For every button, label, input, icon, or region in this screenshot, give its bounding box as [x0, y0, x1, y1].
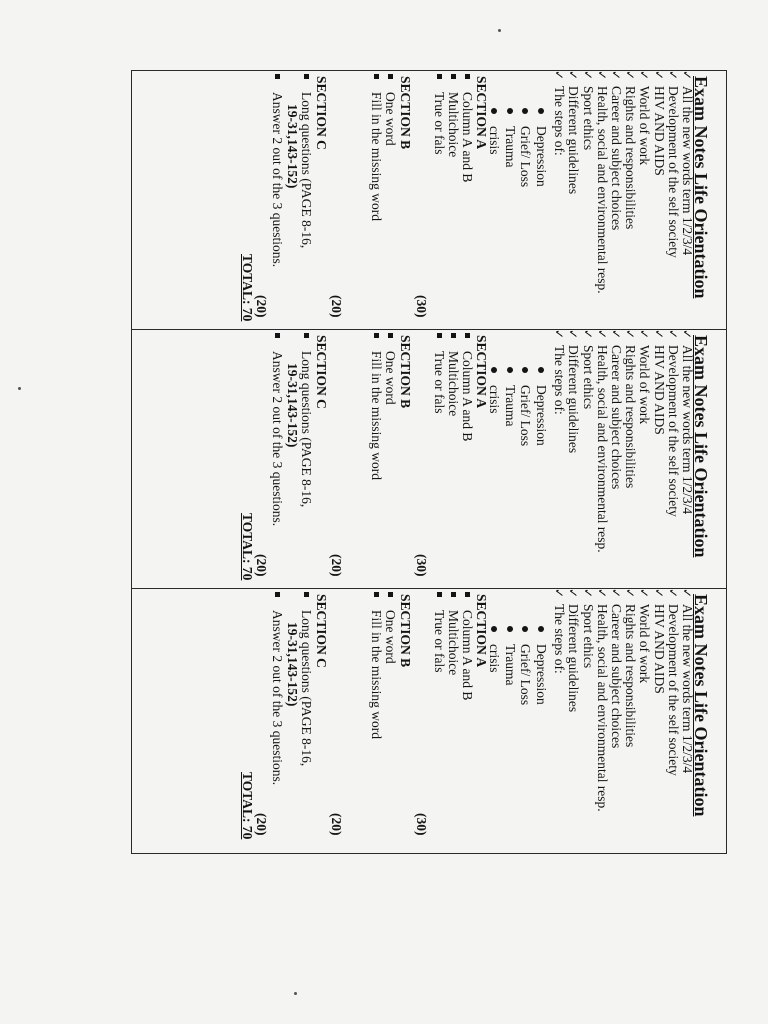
topic-item: Different guidelines	[566, 604, 582, 713]
round-bullet-icon	[492, 626, 498, 632]
section-a-title: SECTION A	[474, 594, 489, 668]
checkmark-icon: ✓	[651, 70, 666, 81]
card-title: Exam Notes Life Orientation	[691, 335, 711, 558]
topic-item: Career and subject choices	[609, 345, 624, 490]
topic-item: Rights and responsibilities	[623, 345, 639, 489]
square-bullet-icon	[437, 333, 442, 338]
square-bullet-icon	[374, 592, 379, 597]
checkmark-icon: ✓	[680, 588, 694, 599]
step-item: Trauma	[503, 126, 518, 168]
topic-item: Development of the self society	[665, 86, 681, 258]
checkmark-icon: ✓	[552, 70, 567, 81]
checkmark-icon: ✓	[637, 329, 652, 340]
section-b-item: Fill in the missing word	[368, 92, 384, 222]
topic-item: HIV AND AIDS	[651, 86, 667, 176]
section-c-answer: Answer 2 out of the 3 questions.	[270, 610, 285, 786]
section-b-marks: (20)	[329, 554, 344, 577]
square-bullet-icon	[374, 333, 379, 338]
square-bullet-icon	[388, 333, 393, 338]
round-bullet-icon	[507, 367, 513, 373]
checkmark-icon: ✓	[594, 588, 609, 599]
section-c-answer: Answer 2 out of the 3 questions.	[270, 351, 285, 527]
checkmark-icon: ✓	[580, 70, 595, 81]
exam-notes-card	[131, 588, 727, 852]
section-b-item: One word	[383, 351, 398, 405]
round-bullet-icon	[523, 367, 529, 373]
section-c-page-range: 19-31,143-152)	[285, 104, 300, 189]
section-b-title: SECTION B	[398, 335, 413, 409]
section-b-marks: (20)	[329, 813, 344, 836]
section-b-item: One word	[383, 92, 398, 146]
section-c-question-line	[299, 92, 313, 248]
section-a-item: True or fals	[431, 610, 447, 673]
exam-notes-card	[131, 70, 727, 334]
step-item: Depression	[534, 126, 549, 187]
section-c-marks: (20)	[254, 554, 269, 577]
section-b-title: SECTION B	[398, 594, 413, 668]
card-title: Exam Notes Life Orientation	[691, 76, 711, 299]
checkmark-icon: ✓	[566, 329, 581, 340]
topic-item: HIV AND AIDS	[651, 604, 667, 694]
square-bullet-icon	[465, 333, 470, 338]
topic-item: Different guidelines	[566, 345, 582, 454]
topic-item: Health, social and environmental resp.	[594, 345, 610, 553]
square-bullet-icon	[275, 333, 280, 338]
round-bullet-icon	[523, 626, 529, 632]
section-c-question-line	[299, 351, 313, 507]
topic-item: All the new words term 1/2/3/4	[680, 604, 695, 774]
section-c-page-range: 19-31,143-152)	[285, 622, 300, 707]
step-item: Grief/ Loss	[518, 126, 534, 188]
topic-item: All the new words term 1/2/3/4	[680, 345, 695, 515]
topic-item: Rights and responsibilities	[623, 604, 639, 748]
square-bullet-icon	[304, 74, 309, 79]
section-a-item: Multichoice	[445, 351, 461, 417]
square-bullet-icon	[388, 592, 393, 597]
section-a-item: True or fals	[431, 351, 447, 414]
scan-speck	[294, 992, 297, 995]
topic-item: Health, social and environmental resp.	[594, 86, 610, 294]
section-b-item: Fill in the missing word	[368, 351, 384, 481]
checkmark-icon: ✓	[580, 329, 595, 340]
round-bullet-icon	[538, 367, 544, 373]
square-bullet-icon	[465, 74, 470, 79]
section-a-item: Multichoice	[445, 610, 461, 676]
square-bullet-icon	[388, 74, 393, 79]
checkmark-icon: ✓	[623, 70, 638, 81]
square-bullet-icon	[275, 592, 280, 597]
section-b-item: One word	[383, 610, 398, 664]
section-c-marks: (20)	[254, 813, 269, 836]
section-a-marks: (30)	[414, 813, 429, 836]
square-bullet-icon	[437, 74, 442, 79]
square-bullet-icon	[304, 333, 309, 338]
checkmark-icon: ✓	[566, 70, 581, 81]
topic-item: Sport ethics	[580, 345, 596, 410]
checkmark-icon: ✓	[680, 329, 694, 340]
round-bullet-icon	[523, 108, 529, 114]
topic-item: Development of the self society	[665, 604, 681, 776]
checkmark-icon: ✓	[609, 329, 623, 340]
square-bullet-icon	[304, 592, 309, 597]
checkmark-icon: ✓	[651, 588, 666, 599]
topic-item: World of work	[637, 345, 653, 425]
total-marks: TOTAL: 70	[240, 254, 255, 322]
checkmark-icon: ✓	[594, 329, 609, 340]
section-b-marks: (20)	[329, 295, 344, 318]
checkmark-icon: ✓	[609, 70, 623, 81]
section-a-item: Multichoice	[445, 92, 461, 158]
round-bullet-icon	[492, 108, 498, 114]
step-item: crisis	[487, 126, 503, 155]
section-c-answer: Answer 2 out of the 3 questions.	[270, 92, 285, 268]
checkmark-icon: ✓	[637, 70, 652, 81]
square-bullet-icon	[451, 592, 456, 597]
section-a-item: True or fals	[431, 92, 447, 155]
card-title: Exam Notes Life Orientation	[691, 594, 711, 817]
topic-item: Different guidelines	[566, 86, 582, 195]
topic-item: Health, social and environmental resp.	[594, 604, 610, 812]
topic-item: Development of the self society	[665, 345, 681, 517]
round-bullet-icon	[538, 626, 544, 632]
topic-item: World of work	[637, 86, 653, 166]
topic-item: HIV AND AIDS	[651, 345, 667, 435]
topic-item: Career and subject choices	[609, 604, 624, 749]
section-b-title: SECTION B	[398, 76, 413, 150]
checkmark-icon: ✓	[552, 329, 567, 340]
topic-item: Sport ethics	[580, 86, 596, 151]
section-a-title: SECTION A	[474, 76, 489, 150]
checkmark-icon: ✓	[623, 588, 638, 599]
section-a-marks: (30)	[414, 295, 429, 318]
section-a-item: Column A and B	[460, 351, 475, 442]
section-c-title: SECTION C	[314, 335, 329, 409]
round-bullet-icon	[538, 108, 544, 114]
step-item: Depression	[534, 644, 549, 705]
topic-item: The steps of:	[552, 86, 568, 156]
section-c-marks: (20)	[254, 295, 269, 318]
topic-item: All the new words term 1/2/3/4	[680, 86, 695, 256]
section-a-marks: (30)	[414, 554, 429, 577]
topic-item: The steps of:	[552, 604, 568, 674]
topic-item: World of work	[637, 604, 653, 684]
step-item: Depression	[534, 385, 549, 446]
square-bullet-icon	[465, 592, 470, 597]
step-item: Grief/ Loss	[518, 644, 534, 706]
checkmark-icon: ✓	[609, 588, 623, 599]
section-c-question-text: Long questions (PAGE 8-16,	[299, 351, 314, 508]
total-marks: TOTAL: 70	[240, 513, 255, 581]
step-item: Trauma	[503, 385, 518, 427]
checkmark-icon: ✓	[623, 329, 638, 340]
section-c-title: SECTION C	[314, 594, 329, 668]
checkmark-icon: ✓	[651, 329, 666, 340]
checkmark-icon: ✓	[552, 588, 567, 599]
checkmark-icon: ✓	[665, 588, 680, 599]
total-marks: TOTAL: 70	[240, 772, 255, 840]
topic-item: Career and subject choices	[609, 86, 624, 231]
topic-item: Sport ethics	[580, 604, 596, 669]
round-bullet-icon	[507, 626, 513, 632]
section-c-page-range: 19-31,143-152)	[285, 363, 300, 448]
section-b-item: Fill in the missing word	[368, 610, 384, 740]
step-item: Grief/ Loss	[518, 385, 534, 447]
scan-speck	[18, 387, 21, 390]
square-bullet-icon	[437, 592, 442, 597]
checkmark-icon: ✓	[580, 588, 595, 599]
section-c-question-text: Long questions (PAGE 8-16,	[299, 92, 314, 249]
scan-speck	[498, 29, 501, 32]
square-bullet-icon	[451, 333, 456, 338]
checkmark-icon: ✓	[566, 588, 581, 599]
checkmark-icon: ✓	[665, 70, 680, 81]
topic-item: The steps of:	[552, 345, 568, 415]
checkmark-icon: ✓	[680, 70, 694, 81]
checkmark-icon: ✓	[665, 329, 680, 340]
section-a-item: Column A and B	[460, 610, 475, 701]
section-a-item: Column A and B	[460, 92, 475, 183]
section-c-title: SECTION C	[314, 76, 329, 150]
step-item: Trauma	[503, 644, 518, 686]
topic-item: Rights and responsibilities	[623, 86, 639, 230]
section-c-question-line	[299, 610, 313, 766]
step-item: crisis	[487, 385, 503, 414]
checkmark-icon: ✓	[637, 588, 652, 599]
step-item: crisis	[487, 644, 503, 673]
exam-notes-card	[131, 329, 727, 593]
section-c-question-text: Long questions (PAGE 8-16,	[299, 610, 314, 767]
round-bullet-icon	[492, 367, 498, 373]
section-a-title: SECTION A	[474, 335, 489, 409]
round-bullet-icon	[507, 108, 513, 114]
square-bullet-icon	[451, 74, 456, 79]
square-bullet-icon	[275, 74, 280, 79]
square-bullet-icon	[374, 74, 379, 79]
checkmark-icon: ✓	[594, 70, 609, 81]
